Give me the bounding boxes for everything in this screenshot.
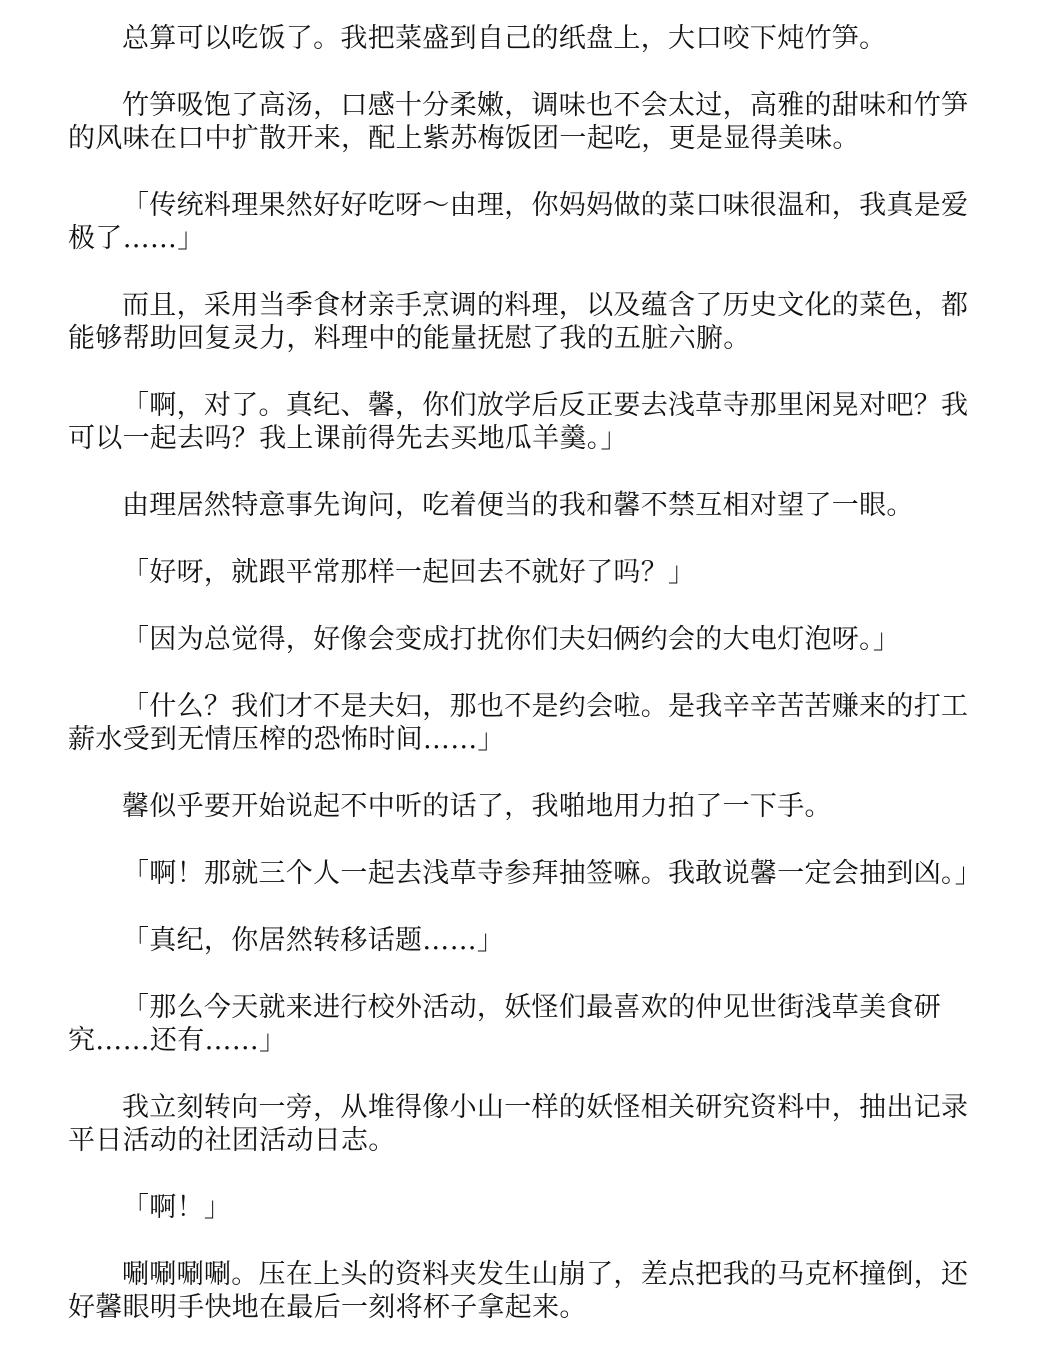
paragraph: 我立刻转向一旁，从堆得像小山一样的妖怪相关研究资料中，抽出记录平日活动的社团活动日志。 xyxy=(68,1092,969,1156)
paragraph: 「那么今天就来进行校外活动，妖怪们最喜欢的仲见世街浅草美食研究……还有……」 xyxy=(68,992,941,1056)
document-page xyxy=(68,22,983,1358)
paragraph: 由理居然特意事先询问，吃着便当的我和馨不禁互相对望了一眼。 xyxy=(122,490,914,521)
paragraph: 「什么？我们才不是夫妇，那也不是约会啦。是我辛辛苦苦赚来的打工薪水受到无情压榨的恐怖时间……」 xyxy=(68,691,969,755)
paragraph: 「啊！那就三个人一起去浅草寺参拜抽签嘛。我敢说馨一定会抽到凶。」 xyxy=(122,858,983,889)
paragraph: 总算可以吃饭了。我把菜盛到自己的纸盘上，大口咬下炖竹笋。 xyxy=(122,23,887,54)
paragraph: 「啊，对了。真纪、馨，你们放学后反正要去浅草寺那里闲晃对吧？我可以一起去吗？我上课前得先去买地瓜羊羹。」 xyxy=(68,390,969,454)
paragraph: 「因为总觉得，好像会变成打扰你们夫妇俩约会的大电灯泡呀。」 xyxy=(122,624,901,655)
paragraph: 「真纪，你居然转移话题……」 xyxy=(122,925,505,956)
paragraph: 竹笋吸饱了高汤，口感十分柔嫩，调味也不会太过，高雅的甜味和竹笋的风味在口中扩散开来，配上紫苏梅饭团一起吃，更是显得美味。 xyxy=(68,90,969,154)
paragraph: 馨似乎要开始说起不中听的话了，我啪地用力拍了一下手。 xyxy=(122,791,832,822)
paragraph: 「传统料理果然好好吃呀～由理，你妈妈做的菜口味很温和，我真是爱极了……」 xyxy=(68,190,969,254)
paragraph: 「好呀，就跟平常那样一起回去不就好了吗？」 xyxy=(122,557,696,588)
paragraph: 而且，采用当季食材亲手烹调的料理，以及蕴含了历史文化的菜色，都能够帮助回复灵力，料理中的能量抚慰了我的五脏六腑。 xyxy=(68,290,969,354)
paragraph: 唰唰唰唰。压在上头的资料夹发生山崩了，差点把我的马克杯撞倒，还好馨眼明手快地在最后一刻将杯子拿起来。 xyxy=(68,1259,969,1323)
paragraph: 「啊！」 xyxy=(122,1192,232,1223)
